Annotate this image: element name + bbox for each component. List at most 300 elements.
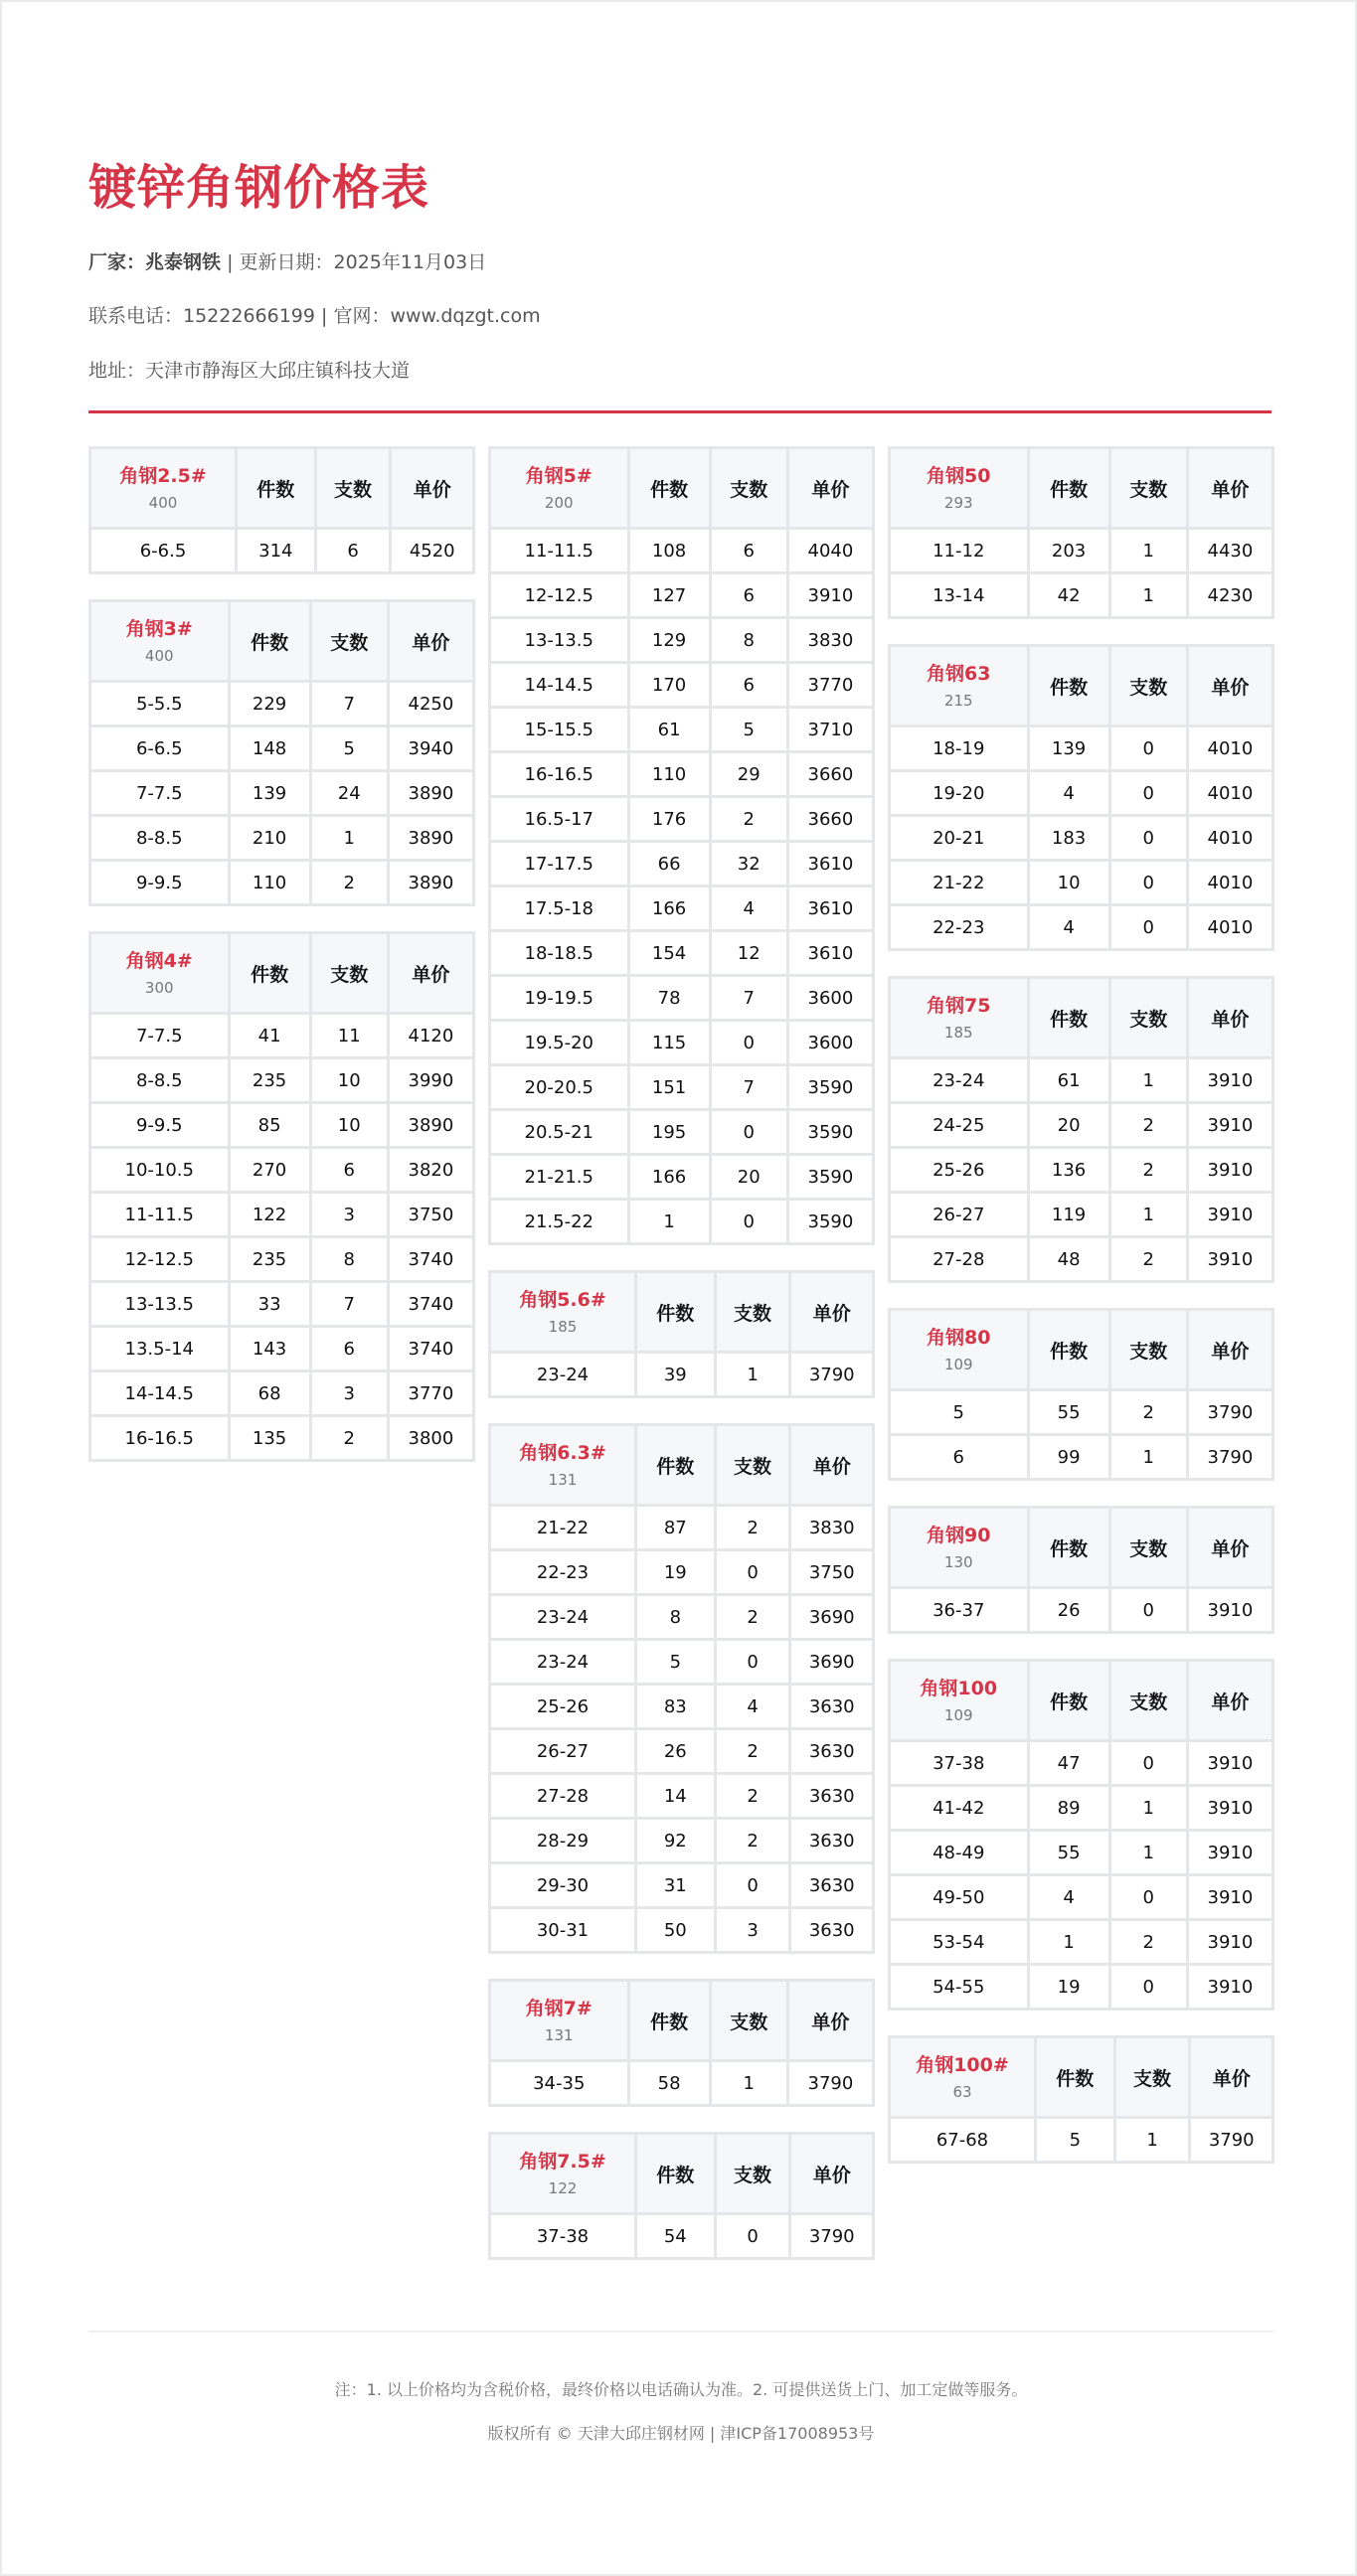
price-cell: 3790 — [1189, 1391, 1272, 1433]
spec-table — [88, 599, 475, 906]
price-header: 单价 — [1191, 2038, 1272, 2116]
price-header: 单价 — [1189, 647, 1272, 724]
price-cell: 3940 — [390, 727, 472, 769]
spec-header-cell — [891, 1662, 1027, 1739]
price-cell: 3770 — [390, 1372, 472, 1414]
pieces-cell: 1 — [1111, 530, 1186, 571]
price-cell: 3790 — [1189, 1436, 1272, 1478]
table-row — [491, 1551, 872, 1593]
spec-table — [488, 1423, 875, 1954]
table-row — [491, 574, 872, 616]
size-range-cell: 14-14.5 — [491, 664, 627, 706]
price-cell: 4040 — [789, 530, 872, 571]
price-cell: 4010 — [1189, 772, 1272, 814]
table-header-row — [491, 1273, 872, 1351]
size-range-cell: 20.5-21 — [491, 1111, 627, 1153]
table-row — [891, 1832, 1272, 1873]
price-cell: 3690 — [791, 1641, 872, 1683]
spec-name: 角钢5# — [525, 465, 593, 487]
pieces-header: 支数 — [1111, 449, 1186, 527]
column-2 — [488, 446, 875, 2260]
count-header: 件数 — [637, 1273, 714, 1351]
count-header: 件数 — [231, 602, 309, 680]
count-cell: 166 — [630, 887, 709, 929]
price-cell: 3910 — [1189, 1966, 1272, 2008]
size-range-cell: 20-20.5 — [491, 1066, 627, 1108]
spec-header-cell — [91, 934, 228, 1012]
size-range-cell: 37-38 — [491, 2215, 634, 2257]
count-header: 件数 — [231, 934, 309, 1012]
table-row — [491, 1066, 872, 1108]
pieces-cell: 1 — [712, 2062, 786, 2104]
pieces-header: 支数 — [1111, 1662, 1186, 1739]
pieces-cell: 2 — [712, 798, 786, 840]
pieces-cell: 10 — [312, 1059, 387, 1101]
pieces-cell: 32 — [712, 843, 786, 885]
spec-name: 角钢2.5# — [119, 465, 207, 487]
table-row — [891, 574, 1272, 616]
pieces-cell: 3 — [717, 1909, 789, 1951]
count-header: 件数 — [1030, 979, 1108, 1056]
price-cell: 3770 — [789, 664, 872, 706]
count-cell: 41 — [231, 1015, 309, 1056]
table-row — [91, 1059, 472, 1101]
size-range-cell: 29-30 — [491, 1864, 634, 1906]
price-cell: 3910 — [1189, 1149, 1272, 1191]
table-row — [891, 1391, 1272, 1433]
price-cell: 3890 — [390, 772, 472, 814]
price-cell: 4120 — [390, 1015, 472, 1056]
price-cell: 4430 — [1189, 530, 1272, 571]
price-cell: 3790 — [791, 2215, 872, 2257]
pieces-cell: 10 — [312, 1104, 387, 1146]
price-header: 单价 — [791, 2135, 872, 2212]
price-header: 单价 — [789, 449, 872, 527]
price-cell: 3910 — [789, 574, 872, 616]
table-row — [491, 1201, 872, 1242]
table-header-row — [891, 1662, 1272, 1739]
pieces-cell: 20 — [712, 1156, 786, 1198]
count-cell: 235 — [231, 1238, 309, 1280]
pieces-header: 支数 — [317, 449, 390, 527]
size-range-cell: 17-17.5 — [491, 843, 627, 885]
count-cell: 110 — [630, 753, 709, 795]
size-range-cell: 10-10.5 — [91, 1149, 228, 1191]
count-cell: 127 — [630, 574, 709, 616]
spec-table — [888, 1659, 1274, 2011]
count-cell: 92 — [637, 1820, 714, 1861]
tables-grid — [88, 446, 1273, 2260]
size-range-cell: 30-31 — [491, 1909, 634, 1951]
pieces-header: 支数 — [1111, 647, 1186, 724]
price-cell: 3600 — [789, 1022, 872, 1063]
spec-header-cell — [891, 979, 1027, 1056]
price-cell: 3660 — [789, 753, 872, 795]
count-cell: 66 — [630, 843, 709, 885]
table-header-row — [91, 449, 472, 527]
spec-name: 角钢75 — [927, 995, 991, 1017]
pieces-cell: 2 — [717, 1730, 789, 1772]
pieces-cell: 6 — [317, 530, 390, 571]
size-range-cell: 5-5.5 — [91, 683, 228, 724]
price-cell: 3590 — [789, 1201, 872, 1242]
price-cell: 3690 — [791, 1596, 872, 1638]
count-cell: 83 — [637, 1686, 714, 1727]
price-cell: 3740 — [390, 1283, 472, 1325]
count-cell: 19 — [1030, 1966, 1108, 2008]
price-cell: 3660 — [789, 798, 872, 840]
price-cell: 3910 — [1189, 1921, 1272, 1963]
size-range-cell: 9-9.5 — [91, 862, 228, 903]
spec-weight: 109 — [943, 1356, 973, 1373]
count-cell: 5 — [637, 1641, 714, 1683]
pieces-cell: 1 — [1111, 1832, 1186, 1873]
pieces-cell: 6 — [712, 574, 786, 616]
pieces-cell: 0 — [1111, 862, 1186, 903]
table-header-row — [891, 1311, 1272, 1388]
contact-line: 联系电话：15222666199 | 官网：www.dqzgt.com — [88, 305, 541, 327]
table-row — [491, 932, 872, 974]
table-header-row — [91, 934, 472, 1012]
count-cell: 176 — [630, 798, 709, 840]
table-row — [491, 530, 872, 571]
size-range-cell: 28-29 — [491, 1820, 634, 1861]
table-row — [91, 1417, 472, 1459]
price-cell: 3590 — [789, 1111, 872, 1153]
pieces-cell: 1 — [312, 817, 387, 859]
size-range-cell: 11-11.5 — [91, 1194, 228, 1235]
pieces-cell: 1 — [1111, 1436, 1186, 1478]
table-row — [491, 1686, 872, 1727]
size-range-cell: 23-24 — [891, 1059, 1027, 1101]
table-header-row — [491, 1426, 872, 1504]
footer-note: 注：1. 以上价格均为含税价格，最终价格以电话确认为准。2. 可提供送货上门、加工定做等服务。 — [334, 2380, 1028, 2399]
table-row — [891, 1787, 1272, 1829]
spec-weight: 300 — [144, 979, 174, 997]
size-range-cell: 11-11.5 — [491, 530, 627, 571]
count-cell: 10 — [1030, 862, 1108, 903]
price-cell: 3910 — [1189, 1589, 1272, 1631]
table-row — [491, 1156, 872, 1198]
price-cell: 3910 — [1189, 1787, 1272, 1829]
size-range-cell: 8-8.5 — [91, 1059, 228, 1101]
count-header: 件数 — [1030, 1509, 1108, 1586]
table-header-row — [891, 449, 1272, 527]
spec-weight: 131 — [544, 2026, 574, 2044]
pieces-cell: 0 — [1111, 817, 1186, 859]
table-row — [891, 1238, 1272, 1280]
price-cell: 3830 — [789, 619, 872, 661]
table-header-row — [891, 2038, 1272, 2116]
count-cell: 166 — [630, 1156, 709, 1198]
size-range-cell: 6-6.5 — [91, 530, 235, 571]
price-cell: 3910 — [1189, 1194, 1272, 1235]
price-cell: 3630 — [791, 1775, 872, 1817]
size-range-cell: 49-50 — [891, 1876, 1027, 1918]
spec-name: 角钢7.5# — [519, 2151, 606, 2173]
count-header: 件数 — [637, 2135, 714, 2212]
table-row — [891, 1921, 1272, 1963]
spec-table — [888, 2035, 1274, 2164]
price-cell: 3910 — [1189, 1104, 1272, 1146]
spec-header-cell — [891, 2038, 1034, 2116]
spec-header-cell — [491, 1982, 627, 2059]
pieces-cell: 0 — [1111, 727, 1186, 769]
price-header: 单价 — [390, 602, 472, 680]
size-range-cell: 34-35 — [491, 2062, 627, 2104]
size-range-cell: 25-26 — [891, 1149, 1027, 1191]
price-header: 单价 — [392, 449, 472, 527]
count-cell: 195 — [630, 1111, 709, 1153]
size-range-cell: 15-15.5 — [491, 709, 627, 750]
count-cell: 89 — [1030, 1787, 1108, 1829]
count-cell: 47 — [1030, 1742, 1108, 1784]
table-row — [891, 817, 1272, 859]
spec-name: 角钢4# — [125, 950, 193, 972]
count-cell: 235 — [231, 1059, 309, 1101]
price-header: 单价 — [791, 1426, 872, 1504]
table-row — [891, 1149, 1272, 1191]
price-header: 单价 — [1189, 449, 1272, 527]
count-cell: 229 — [231, 683, 309, 724]
price-cell: 4010 — [1189, 727, 1272, 769]
spec-weight: 130 — [943, 1553, 973, 1571]
price-cell: 3750 — [791, 1551, 872, 1593]
spec-name: 角钢6.3# — [519, 1442, 606, 1464]
size-range-cell: 53-54 — [891, 1921, 1027, 1963]
price-cell: 4250 — [390, 683, 472, 724]
pieces-cell: 2 — [717, 1596, 789, 1638]
table-row — [491, 977, 872, 1019]
count-cell: 119 — [1030, 1194, 1108, 1235]
count-cell: 42 — [1030, 574, 1108, 616]
pieces-cell: 0 — [1111, 906, 1186, 948]
pieces-cell: 0 — [717, 1864, 789, 1906]
spec-table — [888, 644, 1274, 951]
pieces-cell: 4 — [717, 1686, 789, 1727]
manufacturer-name: 兆泰钢铁 — [145, 251, 222, 273]
pieces-header: 支数 — [312, 934, 387, 1012]
size-range-cell: 6-6.5 — [91, 727, 228, 769]
table-row — [491, 664, 872, 706]
size-range-cell: 13-13.5 — [491, 619, 627, 661]
count-cell: 55 — [1030, 1832, 1108, 1873]
count-cell: 54 — [637, 2215, 714, 2257]
size-range-cell: 11-12 — [891, 530, 1027, 571]
spec-weight: 122 — [548, 2179, 578, 2197]
table-row — [891, 727, 1272, 769]
count-cell: 151 — [630, 1066, 709, 1108]
pieces-cell: 1 — [1111, 1787, 1186, 1829]
count-cell: 314 — [238, 530, 314, 571]
spec-table — [488, 2132, 875, 2260]
table-row — [91, 1194, 472, 1235]
pieces-cell: 2 — [717, 1507, 789, 1548]
size-range-cell: 16-16.5 — [91, 1417, 228, 1459]
spec-header-cell — [491, 1426, 634, 1504]
spec-weight: 400 — [148, 494, 178, 512]
spec-table — [888, 446, 1274, 619]
count-cell: 99 — [1030, 1436, 1108, 1478]
price-cell: 3990 — [390, 1059, 472, 1101]
size-range-cell: 18-19 — [891, 727, 1027, 769]
spec-name: 角钢5.6# — [519, 1289, 606, 1311]
price-header: 单价 — [1189, 1662, 1272, 1739]
size-range-cell: 21-22 — [891, 862, 1027, 903]
size-range-cell: 22-23 — [891, 906, 1027, 948]
pieces-cell: 2 — [1111, 1104, 1186, 1146]
pieces-cell: 0 — [712, 1201, 786, 1242]
size-range-cell: 23-24 — [491, 1641, 634, 1683]
spec-header-cell — [91, 602, 228, 680]
pieces-cell: 24 — [312, 772, 387, 814]
count-cell: 5 — [1037, 2119, 1113, 2161]
table-row — [491, 2215, 872, 2257]
table-header-row — [891, 979, 1272, 1056]
count-cell: 85 — [231, 1104, 309, 1146]
footer-divider — [88, 2331, 1273, 2333]
price-cell: 3630 — [791, 1730, 872, 1772]
table-row — [91, 1372, 472, 1414]
count-cell: 139 — [231, 772, 309, 814]
table-row — [91, 1238, 472, 1280]
count-cell: 68 — [231, 1372, 309, 1414]
price-cell: 3820 — [390, 1149, 472, 1191]
pieces-header: 支数 — [717, 1426, 789, 1504]
count-header: 件数 — [637, 1426, 714, 1504]
spec-header-cell — [491, 1273, 634, 1351]
count-cell: 20 — [1030, 1104, 1108, 1146]
count-cell: 115 — [630, 1022, 709, 1063]
pieces-cell: 0 — [1111, 1876, 1186, 1918]
spec-name: 角钢63 — [927, 663, 991, 685]
size-range-cell: 14-14.5 — [91, 1372, 228, 1414]
table-row — [91, 817, 472, 859]
count-cell: 55 — [1030, 1391, 1108, 1433]
count-cell: 129 — [630, 619, 709, 661]
table-row — [91, 1149, 472, 1191]
size-range-cell: 19-19.5 — [491, 977, 627, 1019]
table-row — [91, 1283, 472, 1325]
count-cell: 139 — [1030, 727, 1108, 769]
spec-weight: 131 — [548, 1471, 578, 1489]
count-cell: 154 — [630, 932, 709, 974]
table-row — [491, 1864, 872, 1906]
price-cell: 3740 — [390, 1238, 472, 1280]
size-range-cell: 22-23 — [491, 1551, 634, 1593]
price-cell: 3910 — [1189, 1876, 1272, 1918]
price-cell: 3910 — [1189, 1238, 1272, 1280]
count-cell: 183 — [1030, 817, 1108, 859]
table-header-row — [491, 2135, 872, 2212]
price-cell: 3630 — [791, 1820, 872, 1861]
spec-table — [88, 446, 475, 574]
table-row — [91, 530, 472, 571]
spec-name: 角钢50 — [927, 465, 991, 487]
table-row — [891, 1589, 1272, 1631]
size-range-cell: 13-14 — [891, 574, 1027, 616]
table-header-row — [491, 449, 872, 527]
price-cell: 4010 — [1189, 862, 1272, 903]
price-cell: 3790 — [791, 1354, 872, 1395]
table-row — [491, 1507, 872, 1548]
count-cell: 270 — [231, 1149, 309, 1191]
price-cell: 3890 — [390, 817, 472, 859]
column-1 — [88, 446, 475, 1462]
size-range-cell: 27-28 — [491, 1775, 634, 1817]
count-cell: 31 — [637, 1864, 714, 1906]
count-cell: 4 — [1030, 906, 1108, 948]
pieces-header: 支数 — [1111, 1311, 1186, 1388]
size-range-cell: 20-21 — [891, 817, 1027, 859]
size-range-cell: 8-8.5 — [91, 817, 228, 859]
table-row — [891, 772, 1272, 814]
pieces-header: 支数 — [712, 449, 786, 527]
count-cell: 4 — [1030, 772, 1108, 814]
spec-name: 角钢100 — [920, 1678, 998, 1699]
table-row — [91, 727, 472, 769]
spec-header-cell — [891, 1311, 1027, 1388]
spec-weight: 293 — [943, 494, 973, 512]
size-range-cell: 21-21.5 — [491, 1156, 627, 1198]
pieces-cell: 0 — [1111, 1742, 1186, 1784]
count-cell: 143 — [231, 1328, 309, 1369]
pieces-cell: 6 — [712, 530, 786, 571]
pieces-cell: 5 — [712, 709, 786, 750]
count-cell: 203 — [1030, 530, 1108, 571]
size-range-cell: 48-49 — [891, 1832, 1027, 1873]
size-range-cell: 26-27 — [891, 1194, 1027, 1235]
count-cell: 19 — [637, 1551, 714, 1593]
table-row — [891, 862, 1272, 903]
table-row — [891, 530, 1272, 571]
size-range-cell: 13-13.5 — [91, 1283, 228, 1325]
pieces-cell: 3 — [312, 1372, 387, 1414]
pieces-cell: 7 — [312, 1283, 387, 1325]
count-cell: 110 — [231, 862, 309, 903]
table-header-row — [91, 602, 472, 680]
pieces-cell: 0 — [717, 1641, 789, 1683]
spec-header-cell — [491, 449, 627, 527]
pieces-cell: 7 — [712, 1066, 786, 1108]
spec-weight: 185 — [943, 1024, 973, 1042]
spec-table — [88, 931, 475, 1462]
count-header: 件数 — [238, 449, 314, 527]
pieces-header: 支数 — [1111, 1509, 1186, 1586]
pieces-cell: 1 — [717, 1354, 789, 1395]
pieces-cell: 11 — [312, 1015, 387, 1056]
size-range-cell: 17.5-18 — [491, 887, 627, 929]
count-header: 件数 — [1030, 449, 1108, 527]
price-cell: 3740 — [390, 1328, 472, 1369]
table-row — [91, 772, 472, 814]
size-range-cell: 54-55 — [891, 1966, 1027, 2008]
count-cell: 26 — [637, 1730, 714, 1772]
count-header: 件数 — [630, 1982, 709, 2059]
count-cell: 87 — [637, 1507, 714, 1548]
spec-weight: 215 — [943, 692, 973, 710]
table-row — [491, 709, 872, 750]
table-row — [491, 2062, 872, 2104]
size-range-cell: 37-38 — [891, 1742, 1027, 1784]
spec-header-cell — [91, 449, 235, 527]
table-row — [891, 1436, 1272, 1478]
pieces-cell: 29 — [712, 753, 786, 795]
size-range-cell: 16.5-17 — [491, 798, 627, 840]
table-header-row — [891, 647, 1272, 724]
table-row — [491, 1775, 872, 1817]
pieces-cell: 2 — [312, 1417, 387, 1459]
